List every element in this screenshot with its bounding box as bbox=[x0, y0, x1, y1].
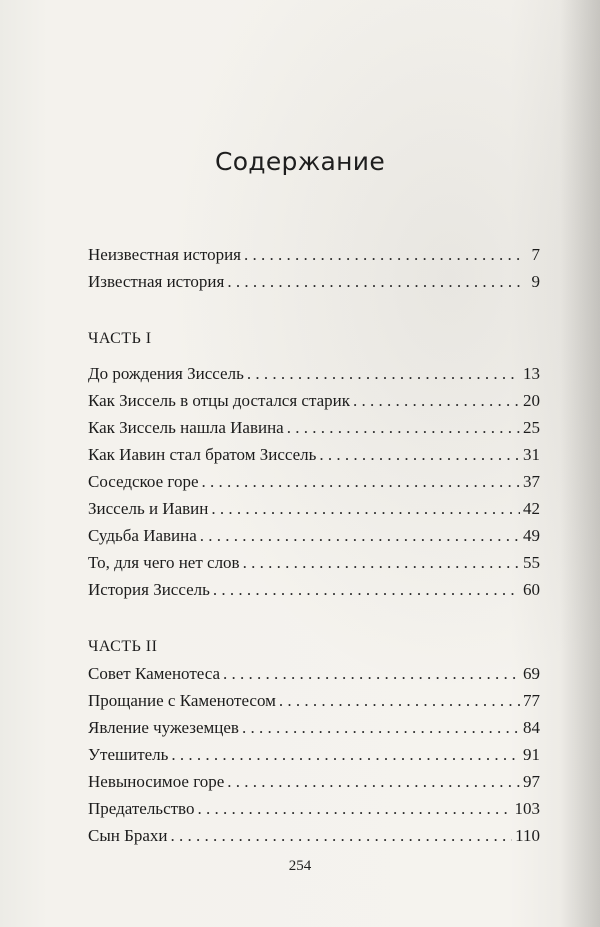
dot-leader bbox=[244, 241, 523, 268]
toc-entry-label: Явление чужеземцев bbox=[88, 718, 239, 737]
toc-entry-label: Невыносимое горе bbox=[88, 772, 225, 791]
toc-entry-label: Как Зиссель в отцы достался старик bbox=[88, 391, 350, 410]
toc-entry bbox=[88, 822, 540, 849]
dot-leader bbox=[353, 387, 520, 414]
toc-entry-page: 91 bbox=[523, 745, 540, 764]
toc-entry bbox=[88, 768, 540, 795]
toc-entry-page: 60 bbox=[523, 580, 540, 599]
toc-entry bbox=[88, 576, 540, 603]
toc-entry-label: Неизвестная история bbox=[88, 245, 241, 264]
toc-entry bbox=[88, 468, 540, 495]
dot-leader bbox=[279, 687, 520, 714]
toc-entry-label: До рождения Зиссель bbox=[88, 364, 244, 383]
toc-entry-page: 103 bbox=[514, 799, 540, 818]
dot-leader bbox=[319, 441, 520, 468]
toc-entry-page: 7 bbox=[531, 245, 540, 264]
toc-entry-label: Известная история bbox=[88, 272, 225, 291]
toc-entry-label: История Зиссель bbox=[88, 580, 210, 599]
toc-entry bbox=[88, 714, 540, 741]
dot-leader bbox=[247, 360, 520, 387]
dot-leader bbox=[171, 822, 513, 849]
toc-entry bbox=[88, 414, 540, 441]
dot-leader bbox=[227, 768, 520, 795]
toc-entry bbox=[88, 241, 540, 268]
toc-entry bbox=[88, 549, 540, 576]
part-heading: ЧАСТЬ I bbox=[88, 330, 152, 347]
dot-leader bbox=[227, 268, 523, 295]
dot-leader bbox=[223, 660, 520, 687]
toc-entry-page: 9 bbox=[531, 272, 540, 291]
toc-entry bbox=[88, 441, 540, 468]
toc-entry-label: То, для чего нет слов bbox=[88, 553, 240, 572]
toc-entry-label: Судьба Иавина bbox=[88, 526, 197, 545]
part-heading: ЧАСТЬ II bbox=[88, 638, 158, 655]
dot-leader bbox=[202, 468, 520, 495]
toc-entry bbox=[88, 495, 540, 522]
toc-entry-page: 55 bbox=[523, 553, 540, 572]
toc-entry bbox=[88, 522, 540, 549]
page-number: 254 bbox=[288, 858, 312, 874]
toc-entry bbox=[88, 741, 540, 768]
toc-entry bbox=[88, 387, 540, 414]
toc-entry-page: 31 bbox=[523, 445, 540, 464]
toc-entry-page: 84 bbox=[523, 718, 540, 737]
toc-entry bbox=[88, 795, 540, 822]
toc-entry-page: 97 bbox=[523, 772, 540, 791]
dot-leader bbox=[200, 522, 520, 549]
toc-entry-page: 69 bbox=[523, 664, 540, 683]
toc-entry-page: 37 bbox=[523, 472, 540, 491]
table-of-contents bbox=[88, 241, 540, 849]
toc-entry-page: 20 bbox=[523, 391, 540, 410]
toc-entry bbox=[88, 660, 540, 687]
toc-entry-label: Предательство bbox=[88, 799, 195, 818]
dot-leader bbox=[213, 576, 520, 603]
toc-entry bbox=[88, 360, 540, 387]
toc-entry bbox=[88, 268, 540, 295]
dot-leader bbox=[242, 714, 520, 741]
toc-entry-page: 49 bbox=[523, 526, 540, 545]
toc-entry-page: 77 bbox=[523, 691, 540, 710]
toc-entry-page: 13 bbox=[523, 364, 540, 383]
page-gutter-shadow bbox=[560, 0, 600, 927]
toc-entry-label: Прощание с Каменотесом bbox=[88, 691, 276, 710]
toc-entry-page: 110 bbox=[515, 826, 540, 845]
dot-leader bbox=[211, 495, 520, 522]
dot-leader bbox=[197, 795, 511, 822]
toc-entry-page: 42 bbox=[523, 499, 540, 518]
dot-leader bbox=[287, 414, 520, 441]
toc-entry-label: Как Зиссель нашла Иавина bbox=[88, 418, 284, 437]
toc-entry-label: Утешитель bbox=[88, 745, 169, 764]
toc-entry-label: Зиссель и Иавин bbox=[88, 499, 209, 518]
dot-leader bbox=[171, 741, 520, 768]
toc-entry-label: Совет Каменотеса bbox=[88, 664, 221, 683]
toc-entry-label: Как Иавин стал братом Зиссель bbox=[88, 445, 317, 464]
toc-entry-label: Соседское горе bbox=[88, 472, 199, 491]
toc-entry-page: 25 bbox=[523, 418, 540, 437]
toc-entry-label: Сын Брахи bbox=[88, 826, 168, 845]
toc-entry bbox=[88, 687, 540, 714]
page-title: Содержание bbox=[214, 147, 386, 176]
dot-leader bbox=[243, 549, 520, 576]
